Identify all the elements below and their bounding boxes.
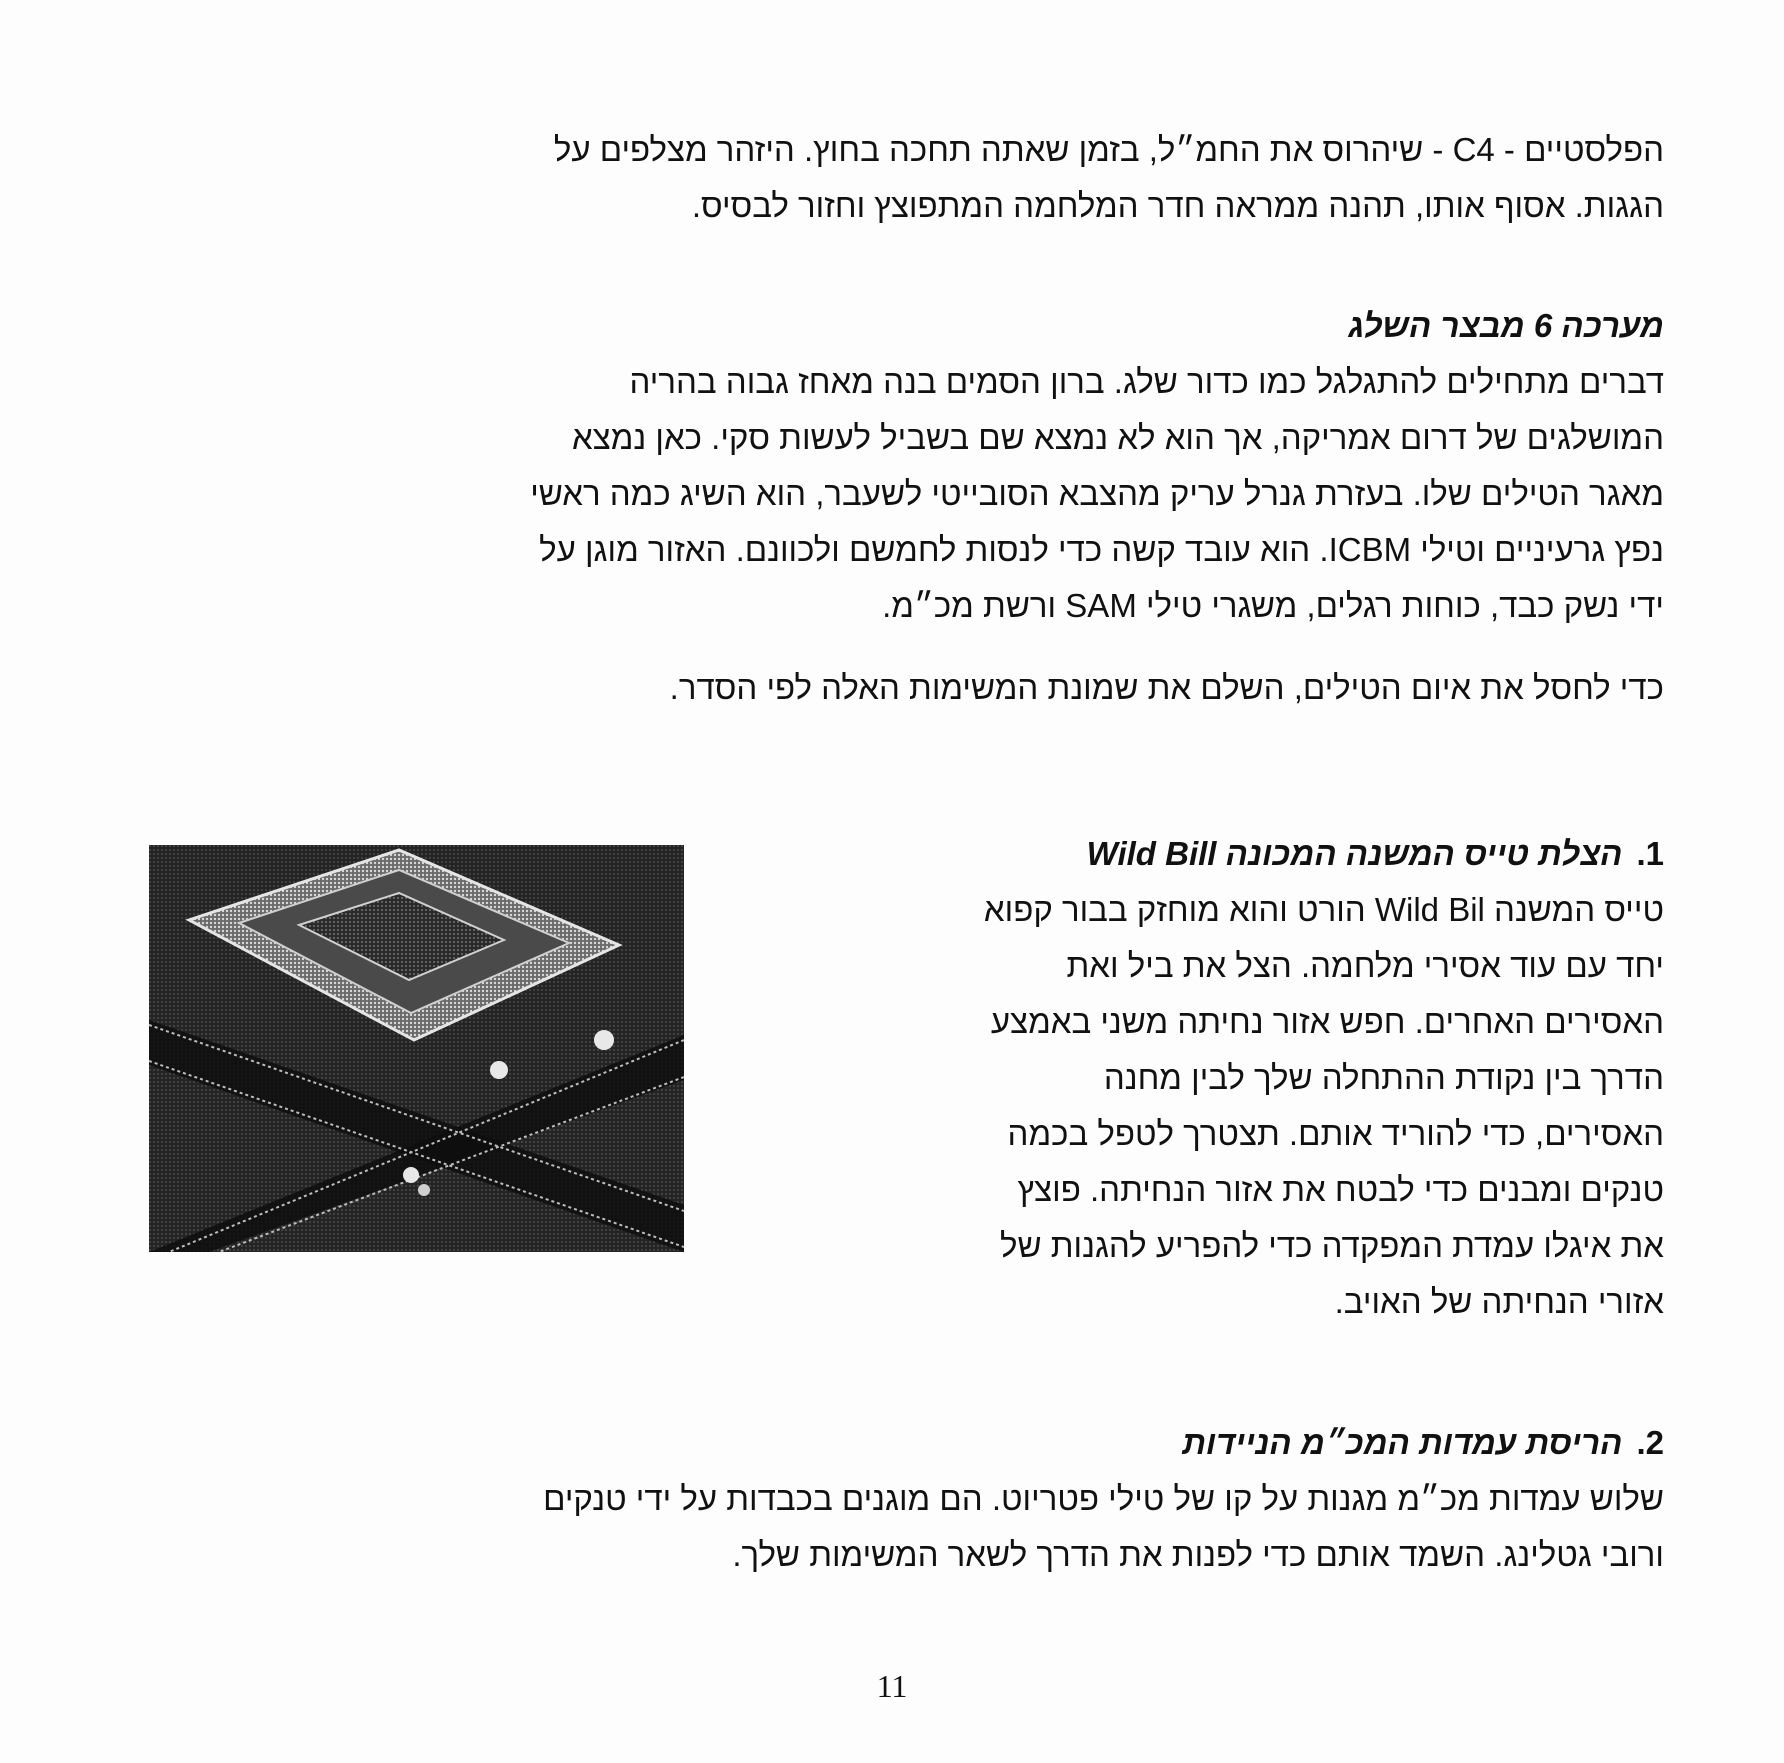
campaign-line-3: מאגר הטילים שלו. בעזרת גנרל עריק מהצבא הסובייטי לשעבר, הוא השיג כמה ראשי xyxy=(530,475,1664,512)
intro-paragraph xyxy=(155,122,1664,234)
mission-2-section xyxy=(155,1415,1664,1583)
game-screenshot xyxy=(149,845,684,1252)
mission-1-line-1: טייס המשנה Wild Bil הורט והוא מוחזק בבור קפוא xyxy=(983,891,1664,928)
mission-1-heading xyxy=(757,826,1664,882)
mission-2-title: הריסת עמדות המכ״מ הניידות xyxy=(1182,1424,1623,1461)
mission-1-line-3: האסירים האחרים. חפש אזור נחיתה משני באמצע xyxy=(990,1003,1664,1040)
page-number: 11 xyxy=(876,1668,908,1704)
intro-line-2: הגגות. אסוף אותו, תהנה ממראה חדר המלחמה המתפוצץ וחזור לבסיס. xyxy=(691,187,1664,224)
mission-2-line-1: שלוש עמדות מכ״מ מגנות על קו של טילי פטריוט. הם מוגנים בכבדות על ידי טנקים xyxy=(543,1480,1664,1517)
instruction-paragraph xyxy=(155,660,1664,716)
mission-2-line-2: ורובי גטלינג. השמד אותם כדי לפנות את הדרך לשאר המשימות שלך. xyxy=(732,1536,1664,1573)
mission-1-line-2: יחד עם עוד אסירי מלחמה. הצל את ביל ואת xyxy=(1066,947,1664,984)
campaign-title: מערכה 6 מבצר השלג xyxy=(1348,307,1664,344)
campaign-line-5: ידי נשק כבד, כוחות רגלים, משגרי טילי SAM ורשת מכ״מ. xyxy=(882,587,1664,624)
mission-2-number: 2. xyxy=(1636,1424,1664,1461)
mission-1-line-4: הדרך בין נקודת ההתחלה שלך לבין מחנה xyxy=(1103,1059,1664,1096)
instruction-text: כדי לחסל את איום הטילים, השלם את שמונת המשימות האלה לפי הסדר. xyxy=(669,669,1664,706)
intro-line-1: הפלסטיים - C4 - שיהרוס את החמ״ל, בזמן שאתה תחכה בחוץ. היזהר מצלפים על xyxy=(553,131,1664,168)
mission-1-line-7: את איגלו עמדת המפקדה כדי להפריע להגנות של xyxy=(1000,1227,1664,1264)
game-screenshot-image xyxy=(149,845,684,1252)
mission-1-line-6: טנקים ומבנים כדי לבטח את אזור הנחיתה. פוצץ xyxy=(1017,1171,1664,1208)
mission-1-section xyxy=(757,826,1664,1330)
campaign-line-4: נפץ גרעיניים וטילי ICBM. הוא עובד קשה כדי לנסות לחמשם ולכוונם. האזור מוגן על xyxy=(539,531,1664,568)
mission-2-heading xyxy=(155,1415,1664,1471)
mission-1-line-5: האסירים, כדי להוריד אותם. תצטרך לטפל בכמה xyxy=(1007,1115,1664,1152)
mission-1-title: הצלת טייס המשנה המכונה Wild Bill xyxy=(1086,835,1623,872)
mission-1-line-8: אזורי הנחיתה של האויב. xyxy=(1334,1283,1664,1320)
campaign-section xyxy=(155,298,1664,634)
campaign-line-2: המושלגים של דרום אמריקה, אך הוא לא נמצא שם בשביל לעשות סקי. כאן נמצא xyxy=(571,419,1664,456)
mission-1-number: 1. xyxy=(1636,835,1664,872)
campaign-line-1: דברים מתחילים להתגלגל כמו כדור שלג. ברון הסמים בנה מאחז גבוה בהריה xyxy=(629,363,1664,400)
